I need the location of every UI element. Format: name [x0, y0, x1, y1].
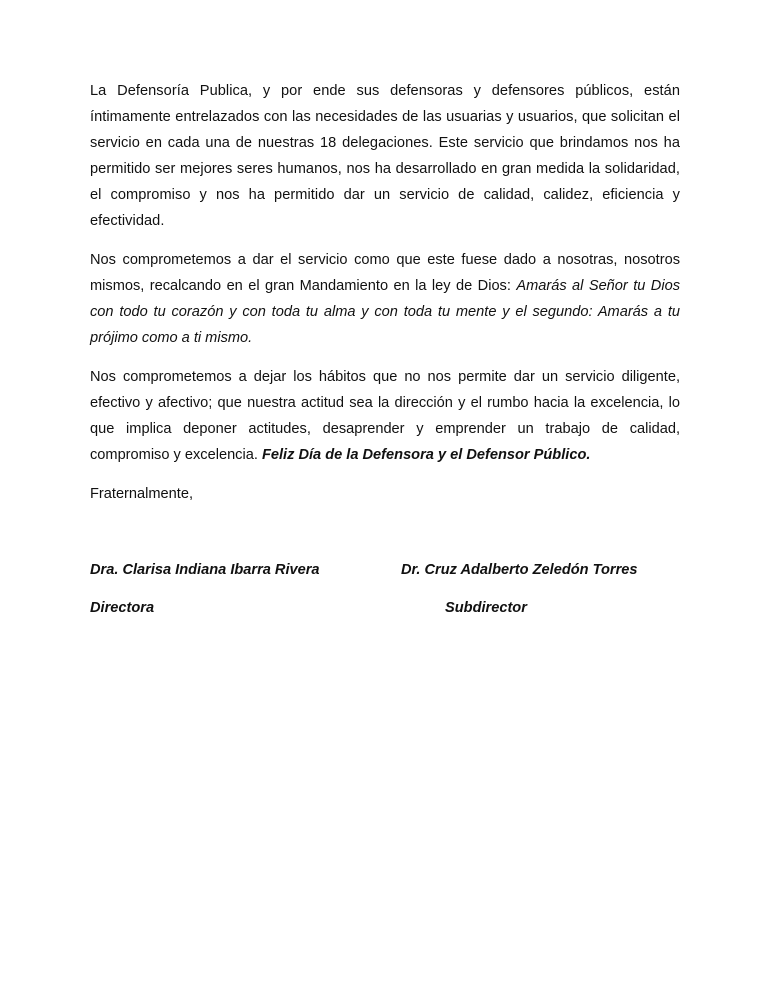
signature-left-title: Directora [90, 600, 155, 616]
paragraph-2-quote: Amarás al Señor tu Dios con todo tu corazón y con toda tu alma y con toda tu mente y el segundo: Amarás a tu prójimo como a ti mismo. [90, 278, 680, 346]
signature-left-name: Dra. Clarisa Indiana Ibarra Rivera [90, 562, 320, 578]
paragraph-2 [90, 247, 680, 351]
paragraph-3 [90, 364, 680, 468]
signature-right-title: Subdirector [445, 600, 527, 616]
paragraph-1: La Defensoría Publica, y por ende sus defensoras y defensores públicos, están íntimamente entrelazados con las necesidades de las usuarias y usuarios, que solicitan el servicio en cada una de nuestras 18 delegaciones. Este servicio que brindamos nos ha permitido ser mejores seres humanos, nos ha desarrollado en gran medida la solidaridad, el compromiso y nos ha permitido dar un servicio de calidad, calidez, eficiencia y efectividad. [90, 83, 680, 229]
paragraph-2-intro: Nos comprometemos a dar el servicio como que este fuese dado a nosotras, nosotros mismos, recalcando en el gran Mandamiento en la ley de Dios: [90, 252, 680, 294]
paragraph-3-text: Nos comprometemos a dejar los hábitos que no nos permite dar un servicio diligente, efectivo y afectivo; que nuestra actitud sea la dirección y el rumbo hacia la excelencia, lo que implica deponer actitudes, desaprender y emprender un trabajo de calidad, compromiso y excelencia. [90, 369, 680, 463]
closing-salutation: Fraternalmente, [90, 486, 194, 502]
letter-body [90, 78, 680, 507]
signature-right-name: Dr. Cruz Adalberto Zeledón Torres [401, 562, 638, 578]
paragraph-3-greeting: Feliz Día de la Defensora y el Defensor Público. [261, 447, 591, 463]
